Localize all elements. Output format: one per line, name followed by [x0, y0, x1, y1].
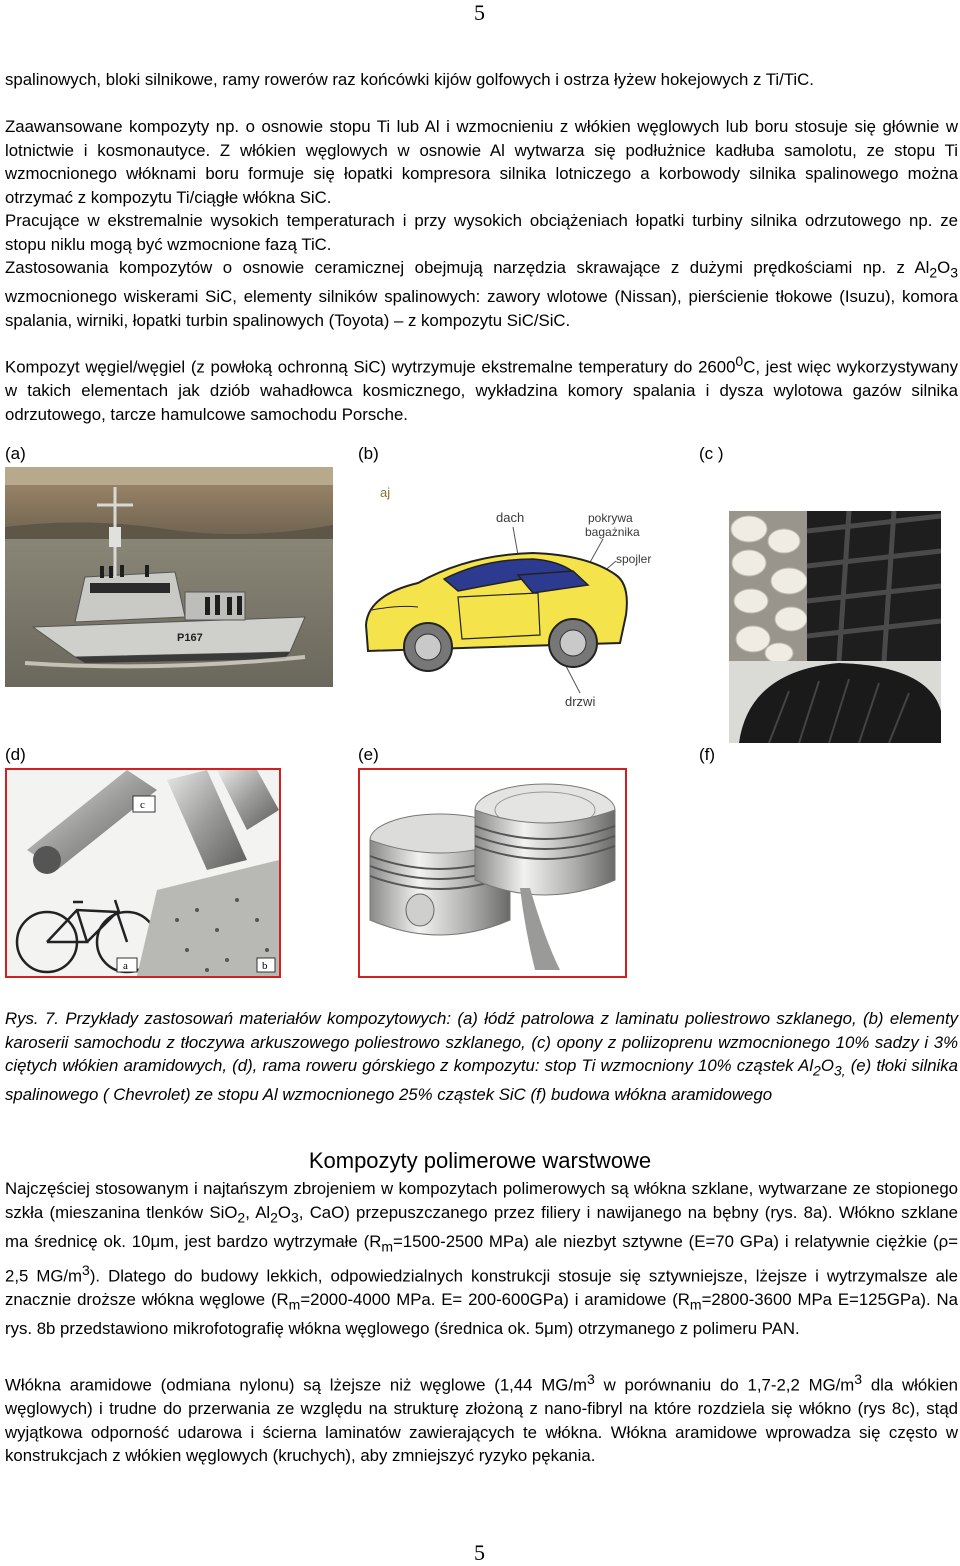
section-paragraph-2: Włókna aramidowe (odmiana nylonu) są lżejsze niż węglowe (1,44 $MG/m^3$ w porównaniu do 1,7-2,2 $MG/m^3$ dla włókien węglowych) i trudne do przerwania ze względu na strukturę złożoną z nano-fibryl na które rozdziela się włókno (rys 8c), stąd wyjątkowa odporność udarowa i ścierna laminatów zawierających te włókna. Włókna aramidowe wprowadza się często w konstrukcjach z włókien węglowych (kruchych), aby zmniejszyć ryzyko pękania.: [5, 1371, 959, 1466]
label-b: b: [262, 960, 268, 972]
car-diagram: [358, 475, 653, 715]
figure-label-f: (f): [699, 745, 716, 764]
paragraph-3: Pracujące w ekstremalnie wysokich temperaturach i przy wysokich obciążeniach łopatki turbiny silnika odrzutowego np. ze stopu niklu mogą być wzmocnione fazą TiC.: [5, 211, 958, 254]
figure-label-b: (b): [358, 444, 379, 463]
figure-label-d: (d): [5, 745, 26, 764]
paragraph-5: Kompozyt węgiel/węgiel (z powłoką ochronną SiC) wytrzymuje ekstremalne temperatury do 2600$^0$C, jest więc wykorzystywany w takich elementach jak dziób wahadłowca kosmicznego, wykładzina komory spalania i dysza wylotowa gazów silnika odrzutowego, tarcze hamulcowe samochodu Porsche.: [5, 353, 958, 424]
paragraph-1: spalinowych, bloki silnikowe, ramy rowerów raz końcówki kijów golfowych i ostrza łyżew hokejowych z Ti/TiC.: [5, 70, 814, 89]
page-number-bottom: 5: [474, 1540, 485, 1565]
patrol-boat-image: [5, 467, 333, 687]
spoiler-label: spojler: [616, 552, 652, 566]
corner-label: aj: [380, 485, 391, 500]
trunk-label-1: pokrywa: [588, 511, 633, 525]
label-c: c: [140, 799, 145, 811]
page-number-top: 5: [474, 0, 485, 25]
label-a: a: [123, 960, 128, 972]
figure-label-a: (a): [5, 444, 26, 463]
trunk-label-2: bagażnika: [585, 525, 640, 539]
doors-label: drzwi: [565, 694, 596, 709]
hull-number: P167: [177, 632, 203, 644]
figure-a-patrol-boat: [5, 467, 333, 687]
piston-image: [360, 770, 625, 976]
paragraph-4: Zastosowania kompozytów o osnowie ceramicznej obejmują narzędzia skrawające z dużymi prędkościami np. z $Al_2O_3$ wzmocnionego wiskerami SiC, elementy silników spalinowych: zawory wlotowe (Nissan), pierścienie tłokowe (Isuzu), komora spalania, wirniki, łopatki turbin spalinowych (Toyota) – z kompozytu SiC/SiC.: [5, 258, 958, 330]
roof-label: dach: [496, 510, 525, 525]
tyre-image: [729, 511, 941, 743]
figure-caption: Rys. 7. Przykłady zastosowań materiałów kompozytowych: (a) łódź patrolowa z laminatu poliestrowo szklanego, (b) elementy karoserii samochodu z tłoczywa arkuszowego poliestrowo szklanego, (c) opony z poliizoprenu wzmocnionego 10% sadzy i 3% ciętych włókien aramidowych, (d), rama roweru górskiego z kompozytu: stop Ti wzmocniony 10% cząstek $Al_2O_{3,}$ (e) tłoki silnika spalinowego ( Chevrolet) ze stopu Al wzmocnionego 25% cząstek SiC (f) budowa włókna aramidowego: [5, 1009, 958, 1105]
figure-d-bicycle-frame: [5, 768, 281, 978]
figure-label-e: (e): [358, 745, 379, 764]
section-heading: Kompozyty polimerowe warstwowe: [308, 1148, 652, 1173]
bicycle-image: [7, 770, 279, 976]
figure-b-car-body: [358, 475, 653, 715]
figure-label-c: (c ): [699, 444, 724, 463]
figure-e-pistons: [358, 768, 627, 978]
section-paragraph-1: Najczęściej stosowanym i najtańszym zbrojeniem w kompozytach polimerowych są włókna szklane, wytwarzane ze stopionego szkła (mieszanina tlenków SiO$_2$, $Al_2O_3$, CaO) przepuszczanego przez filiery i nawijanego na bębny (rys. 8a). Włókno szklane ma średnicę ok. 10μm, jest bardzo wytrzymałe ($R_m=1500-2500$ MPa) ale niezbyt sztywne (E=70 GPa) i relatywnie ciężkie (ρ= 2,5 $MG/m^3$). Dlatego do budowy lekkich, odpowiedzialnych konstrukcji stosuje się sztywniejsze, lżejsze i wytrzymalsze ale znacznie droższe włókna węglowe ($R_m=2000-4000$ MPa. E= 200-600GPa) i aramidowe ($R_m=2800-3600$ MPa E=125GPa). Na rys. 8b przedstawiono mikrofotografię włókna węglowego (średnica ok. 5μm) otrzymanego z polimeru PAN.: [5, 1179, 959, 1338]
figure-c-tyres: [729, 511, 941, 743]
paragraph-2: Zaawansowane kompozyty np. o osnowie stopu Ti lub Al i wzmocnieniu z włókien węglowych lub boru stosuje się głównie w lotnictwie i kosmonautyce. Z włókien węglowych w osnowie Al wytwarza się podłużnice kadłuba samolotu, ze stopu Ti wzmocnionego włóknami boru formuje się łopatki kompresora silnika lotniczego a korbowody silnika spalinowego można otrzymać z kompozytu Ti/ciągłe włókna SiC.: [5, 117, 958, 207]
